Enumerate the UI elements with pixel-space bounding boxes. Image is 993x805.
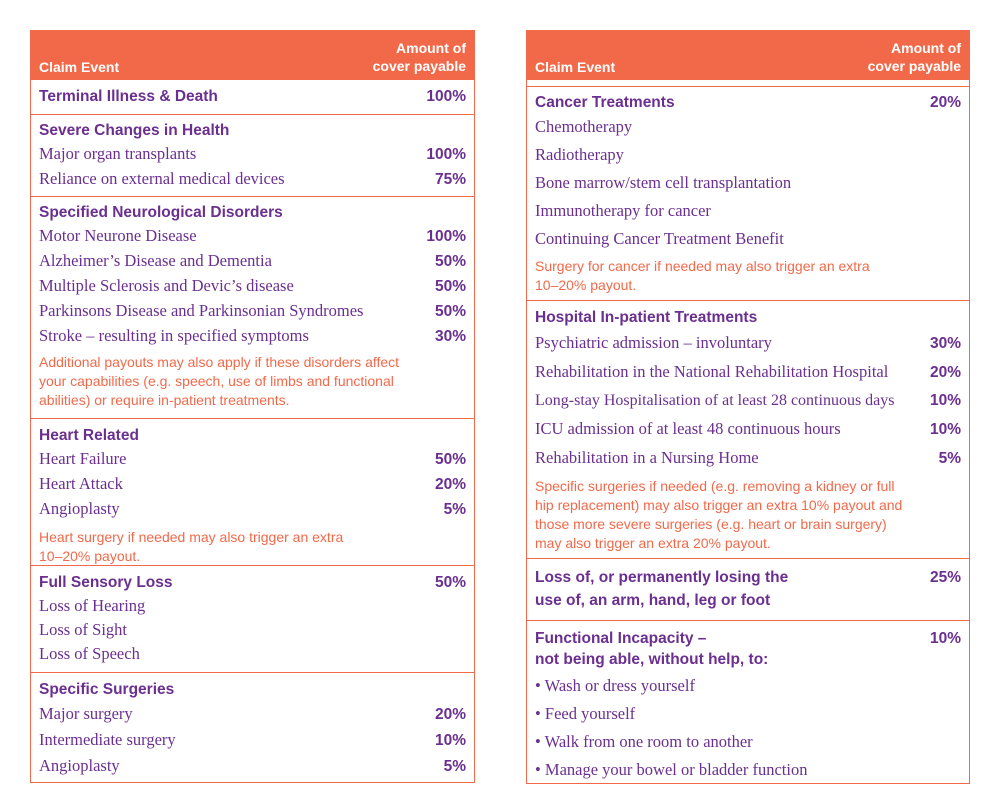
section-pct: 10%	[929, 630, 961, 647]
list-item: Heart Attack 20%	[39, 474, 466, 493]
list-item: • Feed yourself	[535, 704, 636, 723]
right-cover-table	[526, 30, 970, 784]
section-title: Heart Related	[39, 427, 139, 444]
list-item: Bone marrow/stem cell transplantation	[535, 173, 792, 192]
section-note: Specific surgeries if needed (e.g. removing a kidney or full hip replacement) may also trigger an extra 10% payout and those more severe surgeries (e.g. heart or brain surgery) may also trigger an extra 20% payout.	[535, 478, 903, 551]
list-item: Heart Failure 50%	[39, 449, 466, 468]
list-item: Immunotherapy for cancer	[535, 201, 711, 220]
section-limb-loss	[527, 558, 969, 620]
list-item: Angioplasty 5%	[39, 756, 466, 775]
left-cover-table	[30, 30, 475, 783]
list-item: Chemotherapy	[535, 117, 633, 136]
section-title: Functional Incapacity – not being able, without help, to:	[535, 630, 769, 668]
list-item: Parkinsons Disease and Parkinsonian Syndromes 50%	[39, 301, 466, 320]
section-pct: 50%	[434, 574, 466, 591]
list-item: • Manage your bowel or bladder function	[535, 760, 808, 779]
section-note: Surgery for cancer if needed may also trigger an extra 10–20% payout.	[535, 258, 870, 293]
section-pct: 100%	[426, 88, 466, 105]
section-terminal	[31, 80, 474, 114]
list-item: Loss of Sight	[39, 620, 128, 639]
section-title: Terminal Illness & Death	[39, 88, 218, 105]
section-pct: 25%	[929, 569, 961, 586]
list-item: Long-stay Hospitalisation of at least 28 continuous days 10%	[535, 392, 961, 409]
section-cancer	[527, 86, 969, 300]
list-item: • Wash or dress yourself	[535, 676, 695, 695]
list-item: Major organ transplants 100%	[39, 144, 466, 163]
list-item: ICU admission of at least 48 continuous hours 10%	[535, 419, 961, 438]
list-item: Rehabilitation in the National Rehabilitation Hospital 20%	[535, 362, 961, 381]
section-title: Specified Neurological Disorders	[39, 204, 283, 221]
section-sensory	[31, 565, 474, 672]
list-item: Continuing Cancer Treatment Benefit	[535, 229, 784, 248]
list-item: Rehabilitation in a Nursing Home 5%	[535, 448, 961, 467]
list-item: Stroke – resulting in specified symptoms 30%	[39, 326, 466, 345]
list-item: Loss of Speech	[39, 644, 140, 663]
section-functional	[527, 620, 969, 784]
section-title: Specific Surgeries	[39, 681, 175, 698]
amount-heading: Amount of cover payable	[372, 40, 466, 74]
list-item: Angioplasty 5%	[39, 499, 466, 518]
list-item: Reliance on external medical devices 75%	[39, 169, 466, 188]
section-pct: 20%	[929, 94, 961, 111]
section-surgeries	[31, 672, 474, 780]
list-item: Intermediate surgery 10%	[39, 730, 466, 749]
list-item: Radiotherapy	[535, 145, 624, 164]
claim-event-heading: Claim Event	[535, 59, 616, 75]
claim-event-heading: Claim Event	[39, 59, 120, 75]
section-title: Severe Changes in Health	[39, 122, 230, 139]
list-item: Motor Neurone Disease 100%	[39, 226, 466, 245]
list-item: Major surgery 20%	[39, 704, 466, 723]
section-note: Additional payouts may also apply if these disorders affect your capabilities (e.g. speech, use of limbs and functional abilities) or require in-patient treatments.	[39, 354, 400, 408]
section-severe	[31, 114, 474, 196]
section-title: Cancer Treatments	[535, 94, 675, 111]
section-note: Heart surgery if needed may also trigger an extra 10–20% payout.	[39, 529, 344, 564]
section-hospital	[527, 300, 969, 558]
table-header	[31, 31, 474, 80]
section-title: Hospital In-patient Treatments	[535, 309, 758, 326]
section-title: Full Sensory Loss	[39, 574, 173, 591]
list-item: • Walk from one room to another	[535, 732, 753, 751]
list-item: Multiple Sclerosis and Devic’s disease 50%	[39, 276, 466, 295]
amount-heading: Amount of cover payable	[867, 40, 961, 74]
list-item: Psychiatric admission – involuntary 30%	[535, 333, 961, 352]
section-title: Loss of, or permanently losing the use of, an arm, hand, leg or foot	[535, 569, 789, 609]
section-heart	[31, 418, 474, 565]
section-neuro	[31, 196, 474, 418]
list-item: Alzheimer’s Disease and Dementia 50%	[39, 251, 466, 270]
table-header	[527, 31, 969, 80]
list-item: Loss of Hearing	[39, 596, 146, 615]
